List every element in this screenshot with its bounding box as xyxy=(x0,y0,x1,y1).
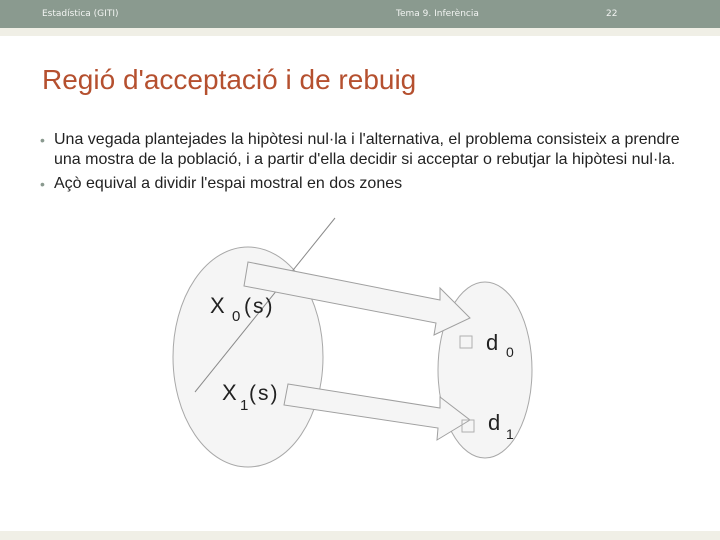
d0-subscript: 0 xyxy=(506,344,514,360)
bullet-text: Una vegada plantejades la hipòtesi nul·la i l'alternativa, el problema consisteix a prendre una mostra de la població, i a partir d'ella decidir si acceptar o rebutjar la hipòtesi nul·la. xyxy=(54,131,680,168)
x1-label: X xyxy=(222,380,237,405)
d1-subscript: 1 xyxy=(506,426,514,442)
topic-label: Tema 9. Inferència xyxy=(396,9,479,19)
bullet-dot-icon: • xyxy=(40,132,45,148)
d1-label: d xyxy=(488,410,501,435)
x0-subscript: 0 xyxy=(232,308,241,325)
course-label: Estadística (GITI) xyxy=(42,9,119,19)
bullet-text: Açò equival a dividir l'espai mostral en dos zones xyxy=(54,175,403,192)
slide-title: Regió d'acceptació i de rebuig xyxy=(42,64,417,95)
x0-suffix: (s) xyxy=(244,295,275,318)
footer-strip xyxy=(0,531,720,540)
d0-label: d xyxy=(486,330,499,355)
x1-suffix: (s) xyxy=(249,382,280,405)
bullet-dot-icon: • xyxy=(40,176,45,192)
x0-label: X xyxy=(210,293,225,318)
page-number: 22 xyxy=(606,9,618,19)
x1-subscript: 1 xyxy=(240,397,249,414)
